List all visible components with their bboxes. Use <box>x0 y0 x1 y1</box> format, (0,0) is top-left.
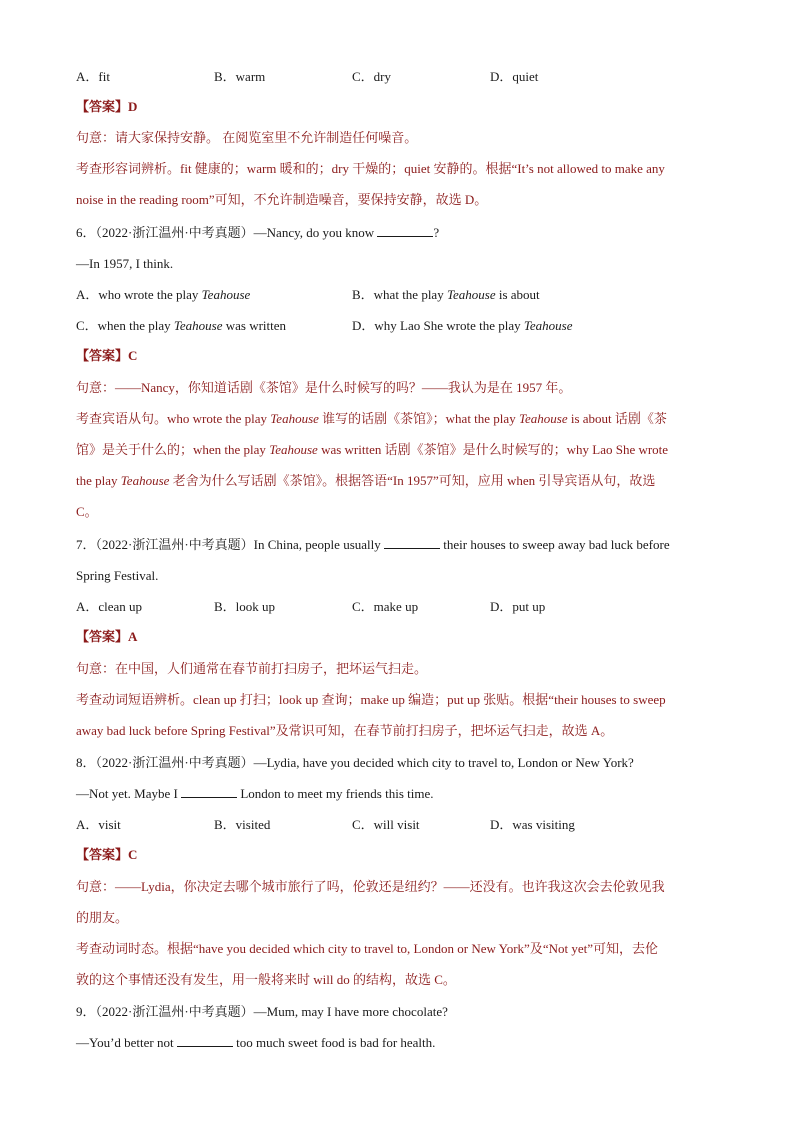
q6-option-b: B．what the play Teahouse is about <box>352 287 540 302</box>
q6-reply: —In 1957, I think. <box>76 256 174 271</box>
q6-option-d: D．why Lao She wrote the play Teahouse <box>352 318 573 333</box>
q5-answer: 【答案】D <box>76 99 138 114</box>
q8-option-b: B．visited <box>214 817 271 832</box>
q8-analysis-line-2: 敦的这个事情还没有发生，用一般将来时 will do 的结构，故选 C。 <box>76 972 456 987</box>
q7-option-a: A．clean up <box>76 599 143 614</box>
q6-option-c: C．when the play Teahouse was written <box>76 318 287 333</box>
answer-blank <box>181 785 237 798</box>
q7-option-d: D．put up <box>490 599 546 614</box>
q8-option-a: A．visit <box>76 817 121 832</box>
q9-reply: —You’d better not too much sweet food is bad for health. <box>76 1035 436 1050</box>
q7-meaning: 句意：在中国，人们通常在春节前打扫房子，把坏运气扫走。 <box>76 661 428 676</box>
q7-option-b: B．look up <box>214 599 276 614</box>
q8-answer: 【答案】C <box>76 847 138 862</box>
q7-option-c: C．make up <box>352 599 419 614</box>
q6-analysis-line-2: 馆》是关于什么的；when the play Teahouse was written 话剧《茶馆》是什么时候写的；why Lao She wrote <box>76 442 669 457</box>
q8-option-d: D．was visiting <box>490 817 575 832</box>
answer-blank <box>377 224 433 237</box>
q5-option-b: B．warm <box>214 69 266 84</box>
q7-stem: 7．（2022·浙江温州·中考真题）In China, people usually their houses to sweep away bad luck before <box>76 537 670 552</box>
q6-meaning: 句意：——Nancy，你知道话剧《茶馆》是什么时候写的吗？——我认为是在 1957 年。 <box>76 380 572 395</box>
q5-analysis-line-2: noise in the reading room”可知，不允许制造噪音，要保持安静，故选 D。 <box>76 192 488 207</box>
q7-stem-line-2: Spring Festival. <box>76 568 159 583</box>
q6-analysis-line-3: the play Teahouse 老舍为什么写话剧《茶馆》。根据答语“In 1957”可知，应用 when 引导宾语从句，故选 <box>76 473 656 488</box>
q8-analysis-line-1: 考查动词时态。根据“have you decided which city to travel to, London or New York”及“Not yet”可知，去伦 <box>76 941 659 956</box>
q5-analysis-line-1: 考查形容词辨析。fit 健康的；warm 暖和的；dry 干燥的；quiet 安静的。根据“It’s not allowed to make any <box>76 161 665 176</box>
q8-meaning-line-2: 的朋友。 <box>76 910 129 925</box>
q7-analysis-line-1: 考查动词短语辨析。clean up 打扫；look up 查询；make up 编造；put up 张贴。根据“their houses to sweep <box>76 692 666 707</box>
answer-blank <box>384 536 440 549</box>
q8-meaning-line-1: 句意：——Lydia，你决定去哪个城市旅行了吗，伦敦还是纽约？——还没有。也许我这次会去伦敦见我 <box>76 879 665 894</box>
q8-reply: —Not yet. Maybe I London to meet my friends this time. <box>76 786 434 801</box>
q6-stem: 6．（2022·浙江温州·中考真题）—Nancy, do you know ? <box>76 225 440 240</box>
q6-analysis-line-4: C。 <box>76 504 98 519</box>
q5-option-c: C．dry <box>352 69 392 84</box>
q6-option-a: A．who wrote the play Teahouse <box>76 287 251 302</box>
q5-option-a: A．fit <box>76 69 110 84</box>
q7-analysis-line-2: away bad luck before Spring Festival”及常识可知，在春节前打扫房子，把坏运气扫走，故选 A。 <box>76 723 614 738</box>
answer-blank <box>177 1034 233 1047</box>
q8-option-c: C．will visit <box>352 817 420 832</box>
q9-stem: 9．（2022·浙江温州·中考真题）—Mum, may I have more chocolate? <box>76 1004 448 1019</box>
q7-answer: 【答案】A <box>76 629 138 644</box>
q8-stem: 8．（2022·浙江温州·中考真题）—Lydia, have you decided which city to travel to, London or New York? <box>76 755 634 770</box>
q6-answer: 【答案】C <box>76 348 138 363</box>
q6-analysis-line-1: 考查宾语从句。who wrote the play Teahouse 谁写的话剧《茶馆》；what the play Teahouse is about 话剧《茶 <box>76 411 667 426</box>
q5-option-d: D．quiet <box>490 69 539 84</box>
q5-meaning: 句意：请大家保持安静。 在阅览室里不允许制造任何噪音。 <box>76 130 418 145</box>
